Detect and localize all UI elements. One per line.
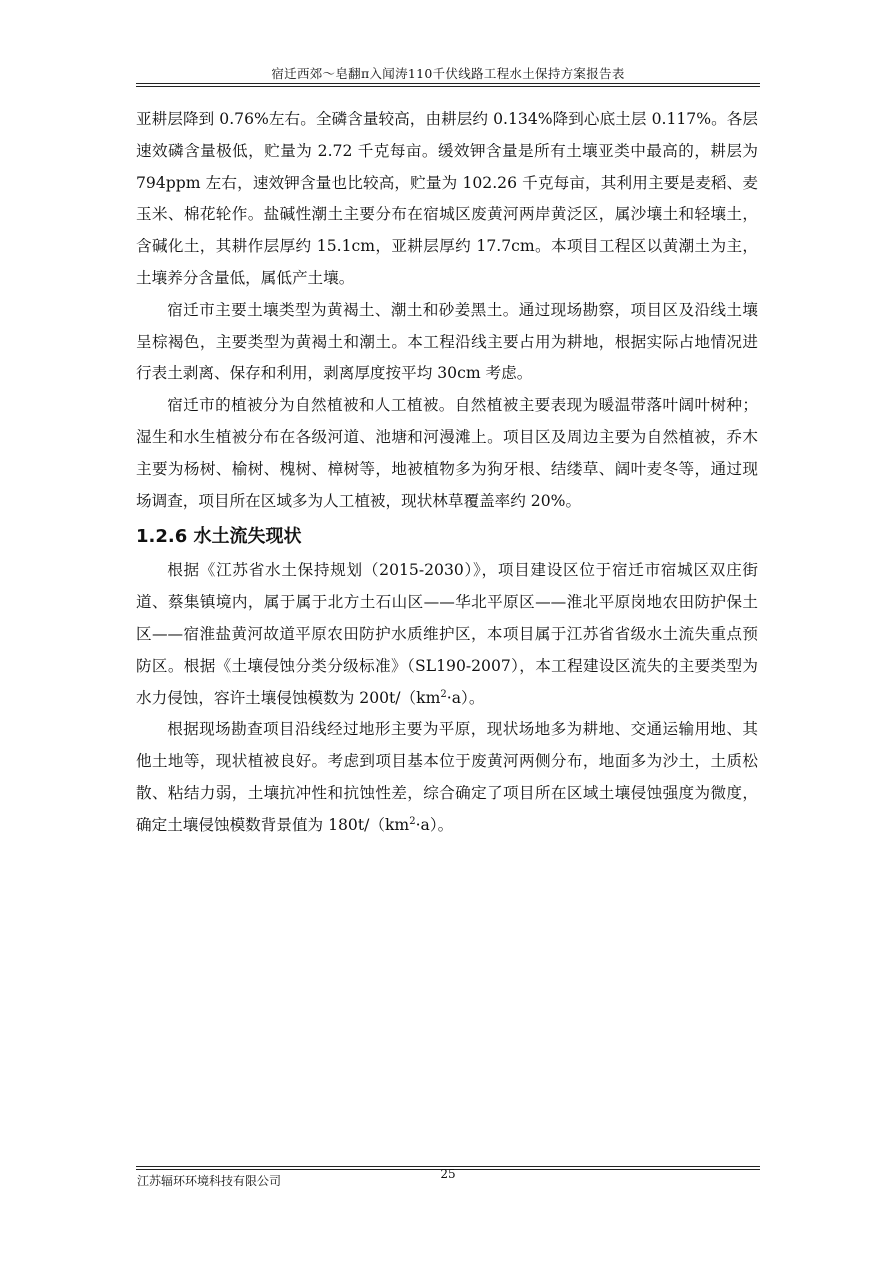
paragraph-soil-nutrients: 亚耕层降到 0.76%左右。全磷含量较高，由耕层约 0.134%降到心底土层 0.117%。各层速效磷含量极低，贮量为 2.72 千克每亩。缓效钾含量是所有土壤亚类中最高的，耕层为 794ppm 左右，速效钾含量也比较高，贮量为 102.26 千克每亩，其利用主要是麦稻、麦玉米、棉花轮作。盐碱性潮土主要分布在宿城区废黄河两岸黄泛区，属沙壤土和轻壤土，含碱化土，其耕作层厚约 15.1cm，亚耕层厚约 17.7cm。本项目工程区以黄潮土为主，土壤养分含量低，属低产土壤。 bbox=[136, 110, 758, 287]
header-divider bbox=[136, 83, 760, 87]
superscript-2: 2 bbox=[409, 815, 416, 827]
page-header-title: 宿迁西郊～皂翻π入闻涛110千伏线路工程水土保持方案报告表 bbox=[271, 66, 625, 81]
section-heading: 1.2.6 水土流失现状 bbox=[136, 526, 302, 548]
paragraph-erosion-zoning bbox=[136, 555, 758, 714]
document-body bbox=[136, 104, 758, 842]
erosion-background-end: ·a）。 bbox=[415, 815, 454, 834]
erosion-background-text: 根据现场勘查项目沿线经过地形主要为平原，现状场地多为耕地、交通运输用地、其他土地等，现状植被良好。考虑到项目基本位于废黄河两侧分布，地面多为沙土，土质松散、粘结力弱，土壤抗冲性和抗蚀性差，综合确定了项目所在区域土壤侵蚀强度为微度，确定土壤侵蚀模数背景值为 180t/（km bbox=[136, 720, 758, 834]
paragraph-soil-types: 宿迁市主要土壤类型为黄褐土、潮土和砂姜黑土。通过现场勘察，项目区及沿线土壤呈棕褐色，主要类型为黄褐土和潮土。本工程沿线主要占用为耕地，根据实际占地情况进行表土剥离、保存和利用，剥离厚度按平均 30cm 考虑。 bbox=[136, 300, 758, 383]
footer-company-name: 江苏辐环环境科技有限公司 bbox=[137, 1174, 282, 1188]
paragraph-erosion-background bbox=[136, 714, 758, 841]
paragraph-vegetation: 宿迁市的植被分为自然植被和人工植被。自然植被主要表现为暖温带落叶阔叶树种；湿生和水生植被分布在各级河道、池塘和河漫滩上。项目区及周边主要为自然植被，乔木主要为杨树、榆树、槐树、樟树等，地被植物多为狗牙根、结缕草、阔叶麦冬等，通过现场调查，项目所在区域多为人工植被，现状林草覆盖率约 20%。 bbox=[136, 396, 758, 510]
erosion-zoning-text: 根据《江苏省水土保持规划（2015-2030）》，项目建设区位于宿迁市宿城区双庄街道、蔡集镇境内，属于属于北方土石山区——华北平原区——淮北平原岗地农田防护保土区——宿淮盐黄河故道平原农田防护水质维护区，本项目属于江苏省省级水土流失重点预防区。根据《土壤侵蚀分类分级标准》（SL190-2007），本工程建设区流失的主要类型为水力侵蚀，容许土壤侵蚀模数为 200t/（km bbox=[136, 561, 758, 707]
page-number: 25 bbox=[440, 1167, 456, 1181]
superscript-2: 2 bbox=[440, 688, 447, 700]
erosion-zoning-end: ·a）。 bbox=[446, 688, 485, 707]
